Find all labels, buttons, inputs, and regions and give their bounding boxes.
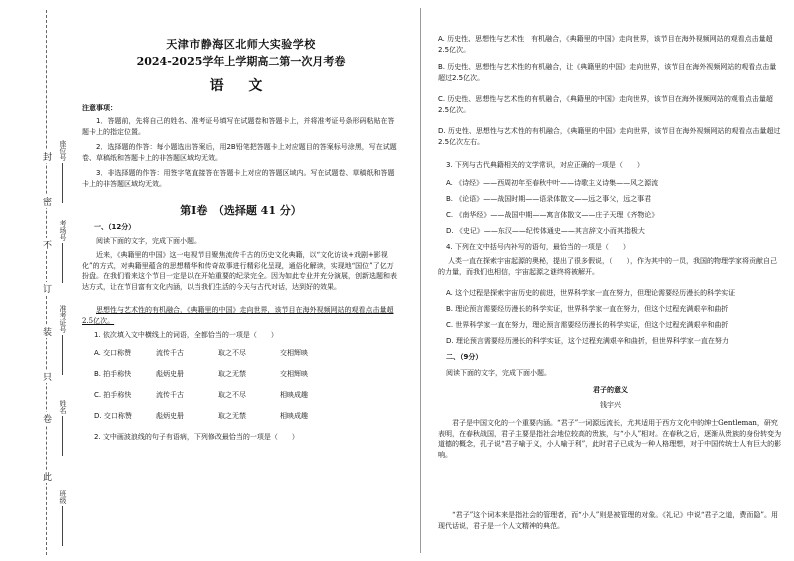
notice-item: 2．选择题的作答：每小题选出答案后，用2B铅笔把答题卡上对应题目的答案标号涂黑，写在试题卷、草稿纸和答题卡上的非答题区域均无效。 xyxy=(82,143,397,162)
notice-title: 注意事项： xyxy=(82,103,117,112)
option-row-b[interactable]: B. 拍手称快 彪炳史册 取之无禁 交相辉映 xyxy=(94,370,308,378)
binding-word: 封 xyxy=(41,152,51,161)
exam-title: 2024-2025学年上学期高二第一次月考卷 xyxy=(136,55,346,68)
question-1: 1. 依次填入文中横线上的词语，全都恰当的一项是（ ） xyxy=(94,331,278,339)
notice-item: 1．答题前，先将自己的姓名、准考证号填写在试题卷和答题卡上，并将准考证号条形码粘贴在答题卡上的指定位置。 xyxy=(82,117,395,136)
passage-underlined: 思想性与艺术性的有机融合，《典籍里的中国》走向世界，该节目在海外视频网站的观看点击量超2.5亿次。 xyxy=(82,306,394,325)
section-2-heading: 二、（9分） xyxy=(446,353,483,361)
binding-word: 此 xyxy=(41,472,51,481)
question-4: 4. 下列在文中括号内补写的语句，最恰当的一项是（ ） xyxy=(446,243,630,251)
q4-stem: 人类一直在探索宇宙起源的奥秘，提出了很多假说，（ ），作为其中的一员，我国的物理学家将贡献自己的力量，而我们也相信，宇宙起源之谜终将被解开。 xyxy=(438,257,777,276)
exam-id-field[interactable]: 准考证号 xyxy=(58,305,68,375)
essay-paragraph: “君子”这个词本来是指社会的管理者，而“小人”则是被管理的对象。《礼记》中说“君子之道，费而隐”。用现代话说，君子是一个人文精神的典范。 xyxy=(438,511,778,530)
binding-word: 只 xyxy=(41,372,51,381)
seat-field[interactable]: 座位号 xyxy=(58,140,68,203)
q4-option-c[interactable]: C. 世界科学家一直在努力，理论预言需要经历漫长的科学实证，但这个过程充满艰辛和曲折 xyxy=(446,321,729,329)
binding-word: 订 xyxy=(41,284,51,293)
column-divider xyxy=(420,8,421,553)
binding-word: 密 xyxy=(41,197,51,206)
question-intro: 阅读下面的文字，完成下面小题。 xyxy=(96,237,201,245)
q4-option-b[interactable]: B. 理论预言需要经历漫长的科学实证，世界科学家一直在努力，但这个过程充满艰辛和曲折 xyxy=(446,305,729,313)
name-field[interactable]: 姓名 xyxy=(58,400,68,456)
question-2: 2. 文中画波浪线的句子有语病，下列修改最恰当的一项是（ ） xyxy=(94,433,299,441)
left-column xyxy=(82,0,400,561)
q3-option-b[interactable]: B. 《论语》——战国时期——语录体散文——远之事父，远之事君 xyxy=(446,195,652,203)
q3-option-c[interactable]: C. 《南华经》——战国中期——寓言体散文——庄子天理《齐物论》 xyxy=(446,211,659,219)
answer-option-c[interactable]: C. 历史性、思想性与艺术性的有机融合，《典籍里的中国》走向世界，该节目在海外视频网站的观看点击量超2.5亿次。 xyxy=(438,95,773,114)
question-heading: 一、（12分） xyxy=(94,223,136,231)
option-row-a[interactable]: A. 交口称赞 流传千古 取之不尽 交相辉映 xyxy=(94,349,308,357)
q4-option-d[interactable]: D. 理论预言需要经历漫长的科学实证，这个过程充满艰辛和曲折，但世界科学家一直在努力 xyxy=(446,337,729,345)
option-row-c[interactable]: C. 拍手称快 流传千古 取之不尽 相映成趣 xyxy=(94,391,308,399)
binding-margin xyxy=(0,0,75,561)
option-row-d[interactable]: D. 交口称赞 彪炳史册 取之无禁 相映成趣 xyxy=(94,412,308,420)
subject-title: 语 文 xyxy=(209,78,273,94)
q4-option-a[interactable]: A. 这个过程是探索宇宙历史的前进，世界科学家一直在努力，但理论需要经历漫长的科学实证 xyxy=(446,289,736,297)
school-name: 天津市静海区北师大实验学校 xyxy=(166,38,316,51)
room-field[interactable]: 考场号 xyxy=(58,220,68,283)
passage-paragraph: 近来，《典籍里的中国》这一电视节目聚焦流传千古的历史文化典籍，以“文化访谈+戏剧+影视化”的方式，对典籍里蕴含的思想精华和传奇故事进行精彩化呈现，通俗化解读，实现地“国位”了亿万扮盘。在我们看来这个节目一定是以在开始重要的纪录完全。因为如此专业并充分演展，创新选题和表达方式，让在节目富有文化内涵，以当我们生活的今天与古代对话，达到好的效果。 xyxy=(82,251,397,291)
answer-option-a[interactable]: A. 历史性、思想性与艺术性 有机融合，《典籍里的中国》走向世界，该节目在海外视频网站的观看点击量超2.5亿次。 xyxy=(438,35,773,54)
binding-word: 不 xyxy=(41,240,51,249)
section-title: 第Ⅰ卷 （选择题 41 分） xyxy=(180,204,302,217)
question-3: 3. 下列与古代典籍相关的文学常识，对应正确的一项是（ ） xyxy=(446,161,644,169)
section-2-intro: 阅读下面的文字，完成下面小题。 xyxy=(446,369,551,377)
essay-author: 钱宇兴 xyxy=(600,401,621,409)
q3-option-a[interactable]: A. 《诗经》——西周初年至春秋中叶——诗歌主义诗集——风之源流 xyxy=(446,179,659,187)
right-column xyxy=(438,0,783,561)
notice-item: 3．非选择题的作答：用签字笔直接答在答题卡上对应的答题区域内。写在试题卷、草稿纸和答题卡上的非答题区域均无效。 xyxy=(82,169,395,188)
answer-option-b[interactable]: B. 历史性、思想性与艺术性的有机融合，让《典籍里的中国》走向世界，该节目在海外视频网站的观看点击量超过2.5亿次。 xyxy=(438,63,777,82)
essay-paragraph: 君子是中国文化的一个重要内涵。“君子”一词源远流长，尤其适用于西方文化中的绅士Gentleman，研究表明，在春秋战国，君子主要是指社会地位较高的贵族，与“小人”相对。在春秋之后，逐渐从贵族的身份转变为道德的概念，孔子说“君子喻于义，小人喻于利”，此时君子已成为一种人格理想，对于中国传统士人有巨大的影响。 xyxy=(438,419,782,459)
binding-word: 卷 xyxy=(41,414,51,423)
class-field[interactable]: 班级 xyxy=(58,490,68,546)
essay-title: 君子的意义 xyxy=(593,385,628,394)
binding-word: 装 xyxy=(41,327,51,336)
q3-option-d[interactable]: D. 《史记》——东汉——纪传体通史——其言辞文小而其指极大 xyxy=(446,227,645,235)
answer-option-d[interactable]: D. 历史性、思想性与艺术性的有机融合，《典籍里的中国》走向世界，该节目在海外视频网站的观看点击量超过2.5亿次左右。 xyxy=(438,127,781,146)
